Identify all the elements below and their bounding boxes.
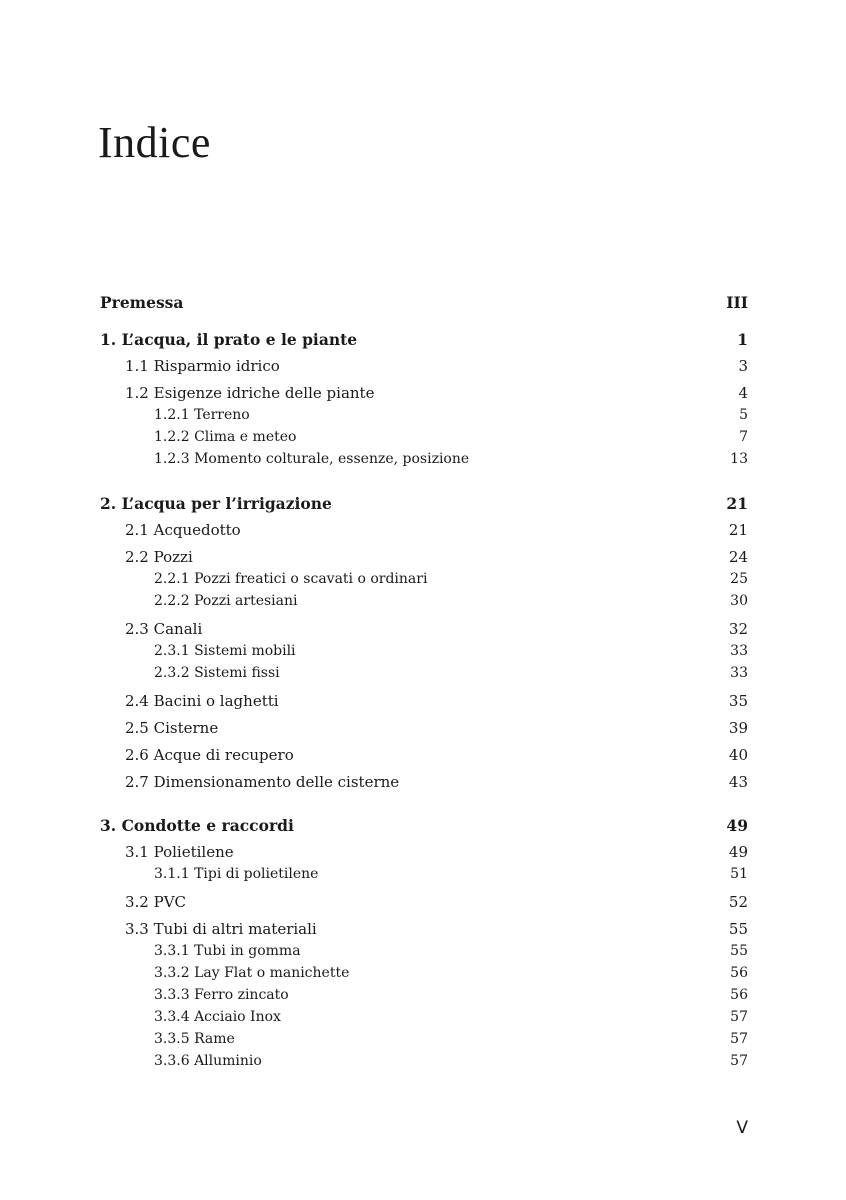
toc-entry-page: 56 [730, 987, 748, 1003]
toc-entry-label: 1.2.3 Momento colturale, essenze, posizione [154, 451, 470, 467]
toc-entry-page: III [726, 293, 748, 312]
toc-entry [0, 692, 748, 710]
page-number: V [736, 1118, 748, 1138]
toc-entry-label: 3.3.5 Rame [154, 1031, 235, 1047]
toc-entry-page: 24 [728, 548, 748, 566]
toc-entry [0, 665, 748, 681]
toc-entry-label: 1. L’acqua, il prato e le piante [100, 330, 358, 349]
toc-entry-label: 3.2 PVC [125, 893, 187, 911]
toc-entry [0, 893, 748, 911]
toc-entry-label: 2.1 Acquedotto [125, 521, 241, 539]
toc-entry-page: 57 [730, 1031, 748, 1047]
toc-entry [0, 548, 748, 566]
toc-entry-label: 2. L’acqua per l’irrigazione [100, 494, 332, 513]
toc-entry [0, 407, 748, 423]
toc-entry [0, 816, 748, 835]
toc-entry-label: 3.3.4 Acciaio Inox [154, 1009, 281, 1025]
toc-entry [0, 494, 748, 513]
toc-entry [0, 571, 748, 587]
toc-entry-page: 32 [728, 620, 748, 638]
toc-entry-page: 40 [728, 746, 748, 764]
toc-entry-label: 2.2 Pozzi [125, 548, 193, 566]
toc-entry-page: 57 [730, 1009, 748, 1025]
toc-entry-page: 3 [738, 357, 748, 375]
toc-entry [0, 866, 748, 882]
toc-entry-page: 30 [730, 593, 748, 609]
toc-entry-label: 2.5 Cisterne [125, 719, 219, 737]
toc-entry [0, 293, 748, 312]
toc-entry-label: 2.2.2 Pozzi artesiani [154, 593, 298, 609]
toc-entry-label: 3.3.1 Tubi in gomma [154, 943, 301, 959]
toc-entry-page: 4 [738, 384, 748, 402]
toc-entry [0, 943, 748, 959]
toc-entry-page: 49 [728, 843, 748, 861]
toc-entry-page: 57 [730, 1053, 748, 1069]
toc-entry-label: 3. Condotte e raccordi [100, 816, 294, 835]
toc-entry-page: 35 [728, 692, 748, 710]
toc-entry-page: 13 [730, 451, 748, 467]
toc-entry-label: 2.7 Dimensionamento delle cisterne [125, 773, 400, 791]
toc-entry [0, 620, 748, 638]
toc-entry-label: 3.3.3 Ferro zincato [154, 987, 289, 1003]
toc-entry-page: 5 [739, 407, 748, 423]
toc-entry-label: 3.3 Tubi di altri materiali [125, 920, 317, 938]
toc-entry-label: 1.2.1 Terreno [154, 407, 250, 423]
toc-entry-label: 3.3.6 Alluminio [154, 1053, 262, 1069]
toc-entry [0, 1053, 748, 1069]
toc-entry-page: 43 [728, 773, 748, 791]
toc-entry-label: 2.4 Bacini o laghetti [125, 692, 279, 710]
toc-entry [0, 987, 748, 1003]
toc-entry-page: 1 [737, 330, 748, 349]
toc-entry-page: 52 [728, 893, 748, 911]
toc-entry-label: Premessa [100, 293, 184, 312]
toc-entry [0, 1009, 748, 1025]
toc-entry-label: 1.2 Esigenze idriche delle piante [125, 384, 375, 402]
toc-entry-page: 39 [728, 719, 748, 737]
toc-entry-label: 2.2.1 Pozzi freatici o scavati o ordinari [154, 571, 428, 587]
toc-entry-label: 2.3.2 Sistemi fissi [154, 665, 280, 681]
toc-entry-page: 33 [730, 643, 748, 659]
toc-entry [0, 773, 748, 791]
toc-entry-label: 2.3 Canali [125, 620, 203, 638]
toc-entry-page: 25 [730, 571, 748, 587]
toc-entry-page: 21 [728, 521, 748, 539]
toc-entry-page: 56 [730, 965, 748, 981]
toc-entry-label: 3.3.2 Lay Flat o manichette [154, 965, 350, 981]
page-title: Indice [98, 118, 211, 168]
toc-entry-page: 51 [730, 866, 748, 882]
toc-entry [0, 521, 748, 539]
toc-entry-page: 7 [739, 429, 748, 445]
toc-entry-label: 3.1.1 Tipi di polietilene [154, 866, 319, 882]
toc-entry-label: 2.6 Acque di recupero [125, 746, 294, 764]
toc-entry [0, 451, 748, 467]
toc-entry-page: 49 [726, 816, 748, 835]
toc-entry [0, 643, 748, 659]
toc-entry [0, 384, 748, 402]
toc-entry [0, 593, 748, 609]
toc-entry [0, 920, 748, 938]
toc-entry [0, 1031, 748, 1047]
toc-entry [0, 843, 748, 861]
toc-entry-label: 3.1 Polietilene [125, 843, 234, 861]
toc-entry [0, 429, 748, 445]
toc-entry-page: 33 [730, 665, 748, 681]
toc-entry-label: 1.1 Risparmio idrico [125, 357, 280, 375]
toc-entry-label: 1.2.2 Clima e meteo [154, 429, 297, 445]
toc-entry-label: 2.3.1 Sistemi mobili [154, 643, 296, 659]
toc-entry-page: 21 [726, 494, 748, 513]
toc-entry [0, 330, 748, 349]
toc-entry [0, 719, 748, 737]
toc-entry-page: 55 [728, 920, 748, 938]
toc-entry [0, 746, 748, 764]
toc-entry-page: 55 [730, 943, 748, 959]
toc-entry [0, 357, 748, 375]
toc-entry [0, 965, 748, 981]
